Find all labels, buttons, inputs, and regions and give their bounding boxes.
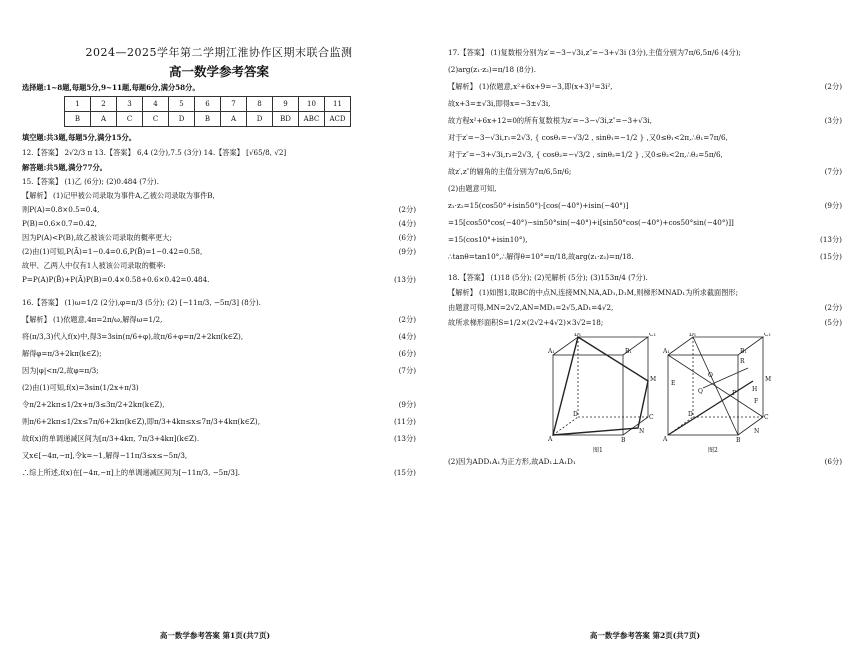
line-text: (2)arg(z₁·z₂)=π/18 (8分).: [448, 65, 536, 74]
table-num-cell: 2: [91, 97, 117, 112]
answer-line: [22, 383, 416, 392]
answer-line: [22, 261, 416, 270]
table-ans-cell: D: [247, 112, 273, 127]
question-15: [22, 177, 416, 284]
table-ans-cell: B: [195, 112, 221, 127]
table-ans-cell: A: [91, 112, 117, 127]
answer-line: [448, 218, 842, 227]
answer-line: [22, 468, 416, 477]
table-ans-cell: ACD: [325, 112, 351, 127]
cube2-diagonal-3: [668, 381, 753, 435]
line-text: 【解析】 (1)记甲被公司录取为事件A,乙被公司录取为事件B,: [22, 191, 215, 201]
table-ans-cell: C: [143, 112, 169, 127]
table-num-cell: 10: [299, 97, 325, 112]
line-score: (4分): [398, 332, 416, 342]
line-text: 【解析】 (1)依题意,x²+6x+9=−3,即(x+3)²=3i²,: [448, 82, 613, 91]
line-text: z₁·z₂=15(cos50°+isin50°)·[cos(−40°)+isin(−40°)]: [448, 201, 629, 210]
line-score: (13分): [394, 275, 416, 285]
line-text: 由题意可得,MN=2√2,AN=MD₁=2√5,AD₁=4√2,: [448, 303, 614, 312]
table-num-cell: 1: [65, 97, 91, 112]
answer-line: [448, 133, 842, 142]
fig1-label: A₁: [548, 348, 555, 355]
answer-line: [22, 451, 416, 460]
fig2-label: A: [663, 436, 668, 443]
line-text: (2)由(1)可知,P(Ā)=1−0.4=0.6,P(B̄)=1−0.42=0.58,: [22, 247, 203, 257]
fig1-label: C₁: [649, 333, 656, 338]
q18-last-line: [448, 457, 842, 466]
figure-1: [553, 337, 648, 435]
fig2-label: Q: [698, 388, 703, 395]
table-num-cell: 7: [221, 97, 247, 112]
answer-line: [448, 48, 842, 57]
answer-line: [22, 400, 416, 409]
table-ans-cell: A: [221, 112, 247, 127]
fig2-label: A₁: [663, 348, 670, 355]
line-text: ∴tanθ=tan10°,∴解得θ=10°=π/18,故arg(z₁·z₂)=π/18.: [448, 252, 634, 261]
line-score: (7分): [398, 366, 416, 376]
line-text: 因为|φ|<π/2,故φ=π/3;: [22, 366, 99, 376]
table-ans-cell: C: [117, 112, 143, 127]
answer-line: [22, 233, 416, 242]
answer-line: [22, 434, 416, 443]
line-score: (2分): [824, 82, 842, 91]
answer-line: [22, 219, 416, 228]
table-num-cell: 4: [143, 97, 169, 112]
line-score: (2分): [398, 205, 416, 215]
line-text: =15(cos10°+isin10°),: [448, 235, 528, 244]
answer-line: [448, 303, 842, 312]
line-text: 16.【答案】 (1)ω=1/2 (2分),φ=π/3 (5分); (2) [−11π/3, −5π/3] (8分).: [22, 298, 261, 308]
line-score: (6分): [398, 349, 416, 359]
answer-line: [448, 235, 842, 244]
answer-table-answers: [65, 112, 351, 127]
line-text: 18.【答案】 (1)18 (5分); (2)见解析 (5分); (3)153π/4 (7分).: [448, 273, 648, 282]
answer-table-numbers: [65, 97, 351, 112]
figures: [548, 333, 842, 455]
cube1-bottom-right: [623, 417, 648, 435]
section-trapezoid: [553, 337, 648, 435]
table-num-cell: 8: [247, 97, 273, 112]
table-num-cell: 6: [195, 97, 221, 112]
fig2-label: R: [740, 358, 745, 365]
line-text: 又x∈[−4π,−π],令k=−1,解得−11π/3≤x≤−5π/3,: [22, 451, 188, 461]
answer-line: [22, 332, 416, 341]
line-text: 故方程x²+6x+12=0的所有复数根为z′=−3−√3i,z″=−3+√3i,: [448, 116, 652, 125]
line-text: (2)由(1)可知,f(x)=3sin(1/2x+π/3): [22, 383, 139, 393]
line-score: (5分): [824, 318, 842, 327]
line-text: 【解析】 (1)依题意,4π=2π/ω,解得ω=1/2,: [22, 315, 163, 325]
line-score: (11分): [394, 417, 416, 427]
line-text: 故f(x)的单调递减区间为[π/3+4kπ, 7π/3+4kπ](k∈Z).: [22, 434, 200, 444]
answer-line: [448, 288, 842, 297]
answer-line: [22, 349, 416, 358]
line-text: 则P(A)=0.8×0.5=0.4,: [22, 205, 100, 215]
line-score: (15分): [820, 252, 842, 261]
line-score: (6分): [824, 457, 842, 466]
fig2-label: C: [764, 414, 769, 421]
answer-table: [64, 96, 351, 127]
solve-header: 解答题:共5题,满分77分。: [22, 163, 107, 173]
line-text: 故x+3=±√3i,即得x=−3±√3i,: [448, 99, 551, 108]
answer-line: [22, 298, 416, 307]
line-score: (9分): [398, 247, 416, 257]
cube1-top-face: [553, 337, 648, 355]
answer-line: [448, 252, 842, 261]
fig2-caption: 图2: [708, 447, 718, 454]
answer-line: [22, 366, 416, 375]
line-text: 因为P(A)<P(B),故乙被该公司录取的概率更大;: [22, 233, 172, 243]
line-text: P(B)=0.6×0.7=0.42,: [22, 219, 97, 229]
cube2-diagonal-2: [693, 337, 738, 435]
fig2-label: B: [736, 437, 741, 444]
line-score: (7分): [824, 167, 842, 176]
line-score: (2分): [824, 303, 842, 312]
table-ans-cell: B: [65, 112, 91, 127]
line-text: 故所求梯形面积S=1/2×(2√2+4√2)×3√2=18;: [448, 318, 604, 327]
table-num-cell: 9: [273, 97, 299, 112]
line-score: (2分): [398, 315, 416, 325]
table-num-cell: 5: [169, 97, 195, 112]
answer-line: [448, 65, 842, 74]
answer-line: [448, 201, 842, 210]
answer-line: [22, 247, 416, 256]
answer-line: [22, 417, 416, 426]
fig2-label: N: [754, 428, 760, 435]
table-ans-cell: BD: [273, 112, 299, 127]
line-text: 17.【答案】 (1)复数根分别为z′=−3−√3i,z″=−3+√3i (3分),主值分别为7π/6,5π/6 (4分);: [448, 48, 741, 57]
fig2-label: O: [708, 372, 713, 379]
line-text: (2)因为ADD₁A₁为正方形,故AD₁⊥A₁D₁: [448, 457, 576, 466]
fill-answers: 12.【答案】 2√2/3 π 13.【答案】 6,4 (2分),7.5 (3分) 14.【答案】 [√65/8, √2]: [22, 148, 287, 158]
fig2-label: D₁: [689, 333, 697, 338]
fig1-label: B₁: [625, 348, 632, 355]
answer-line: [22, 191, 416, 200]
line-score: (9分): [398, 400, 416, 410]
answer-line: [22, 177, 416, 186]
table-num-cell: 11: [325, 97, 351, 112]
fig2-label: H: [752, 386, 758, 393]
fig2-label: M: [765, 376, 772, 383]
fig1-label: C: [649, 414, 654, 421]
answer-line: [448, 167, 842, 176]
answer-line: [448, 82, 842, 91]
line-text: 解得φ=π/3+2kπ(k∈Z);: [22, 349, 102, 359]
table-ans-cell: D: [169, 112, 195, 127]
page-2: [430, 0, 860, 664]
fig2-label: F: [754, 398, 759, 405]
cube2-top-face: [668, 337, 763, 355]
answer-line: [448, 116, 842, 125]
answer-line: [22, 315, 416, 324]
table-num-cell: 3: [117, 97, 143, 112]
fig2-label: P: [732, 390, 737, 397]
fig1-label: D₁: [574, 333, 582, 338]
answer-line: [448, 184, 842, 193]
line-text: 将(π/3,3)代入f(x)中,得3=3sin(π/6+φ),故π/6+φ=π/2+2kπ(k∈Z),: [22, 332, 244, 342]
line-text: P=P(A)P(B̄)+P(Ā)P(B)=0.4×0.58+0.6×0.42=0.484.: [22, 275, 210, 285]
cube2-bottom-right: [738, 417, 763, 435]
line-score: (15分): [394, 468, 416, 478]
line-score: (4分): [398, 219, 416, 229]
line-text: 令π/2+2kπ≤1/2x+π/3≤3π/2+2kπ(k∈Z),: [22, 400, 165, 410]
line-text: 对于z″=−3+√3i,r₂=2√3, { cosθ₂=−√3/2 , sinθ₂=1/2 } ,又0≤θ₂<2π,∴θ₂=5π/6,: [448, 150, 723, 159]
line-text: (2)由题意可知,: [448, 184, 497, 193]
fig2-label: B₁: [740, 348, 747, 355]
page-footer: 高一数学参考答案 第2页(共7页): [589, 630, 701, 640]
cube-figures: [548, 333, 778, 455]
cube2-front-face: [668, 355, 738, 435]
line-text: =15[cos50°cos(−40°)−sin50°sin(−40°)+i[sin50°cos(−40°)+cos50°sin(−40°)]]: [448, 218, 734, 227]
fig1-label: A: [548, 436, 553, 443]
fig1-label: M: [650, 376, 657, 383]
choice-header: 选择题:1~8题,每题5分,9~11题,每题6分,满分58分。: [22, 83, 200, 93]
answer-title: 高一数学参考答案: [168, 63, 269, 79]
fig1-label: D: [573, 411, 578, 418]
answer-line: [448, 150, 842, 159]
fig2-label: E: [671, 380, 676, 387]
fig1-label: N: [639, 428, 645, 435]
answer-line: [22, 205, 416, 214]
line-text: 15.【答案】 (1)乙 (6分); (2)0.484 (7分).: [22, 177, 159, 187]
line-text: 【解析】 (1)如图1,取BC的中点N,连接MN,NA,AD₁,D₁M,则梯形MNAD₁为所求截面图形;: [448, 288, 739, 297]
fig2-label: D: [688, 411, 693, 418]
answer-line: [448, 318, 842, 327]
line-score: (6分): [398, 233, 416, 243]
answer-line: [22, 275, 416, 284]
line-score: (13分): [394, 434, 416, 444]
answer-line: [448, 99, 842, 108]
line-score: (13分): [820, 235, 842, 244]
line-text: ∴综上所述,f(x)在[−4π,−π]上的单调递减区间为[−11π/3, −5π/3].: [22, 468, 241, 478]
exam-title: 2024—2025学年第二学期江淮协作区期末联合监测: [85, 46, 353, 59]
line-text: 故z′,z″的辐角的主值分别为7π/6,5π/6;: [448, 167, 572, 176]
fig1-label: B: [621, 437, 626, 444]
question-16: [22, 298, 416, 477]
question-18: [448, 273, 842, 327]
page-footer: 高一数学参考答案 第1页(共7页): [159, 630, 271, 640]
line-score: (3分): [824, 116, 842, 125]
figure-2: [668, 337, 763, 435]
answer-line: [448, 273, 842, 282]
line-text: 故甲、乙两人中仅有1人被该公司录取的概率:: [22, 261, 166, 271]
line-text: 对于z′=−3−√3i,r₁=2√3, { cosθ₁=−√3/2 , sinθ₁=−1/2 } ,又0≤θ₁<2π,∴θ₁=7π/6,: [448, 133, 728, 142]
table-ans-cell: ABC: [299, 112, 325, 127]
line-score: (9分): [824, 201, 842, 210]
fig2-label: C₁: [764, 333, 771, 338]
fill-header: 填空题:共3题,每题5分,满分15分。: [22, 133, 136, 143]
line-text: 则π/6+2kπ≤1/2x≤7π/6+2kπ(k∈Z),即π/3+4kπ≤x≤7π/3+4kπ(k∈Z),: [22, 417, 260, 427]
fig1-caption: 图1: [593, 447, 603, 454]
question-17: [448, 48, 842, 261]
